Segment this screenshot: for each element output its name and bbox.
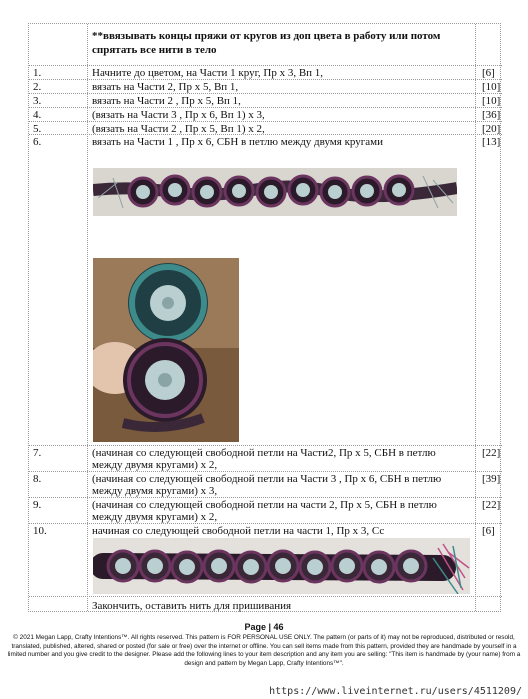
stitch-count: [10] — [482, 95, 501, 107]
stitch-count: [22] — [482, 499, 501, 511]
pattern-table — [28, 23, 501, 612]
row-instruction-line2: между двумя кругами) х 2, — [92, 511, 218, 523]
row-instruction: вязать на Части 2, Пр х 5, Вп 1, — [92, 81, 239, 93]
row-number: 2. — [33, 81, 42, 93]
table-row — [29, 24, 502, 65]
table-row — [29, 445, 502, 471]
row-instruction-line2: между двумя кругами) х 2, — [92, 459, 218, 471]
stitch-count: [13] — [482, 136, 501, 148]
stitch-count: [36] — [482, 109, 501, 121]
copyright-notice: © 2021 Megan Lapp, Crafty Intentions™. All rights reserved. This pattern is FOR PERSONAL USE ONLY. The pattern (or parts of it) may not be reproduced, distributed or resold, translated, published, altered, shared or posted (for sale or free) over the internet or offline. You can sell items made from this pattern, provided they are handmade by yourself in a limited number and you give credit to the designer. Please add the following lines to your item description and any item you are selling: "This item is handmade by (your name) from a design and pattern by Megan Lapp, Crafty Intentions™". — [7, 634, 521, 667]
row-number: 10. — [33, 525, 47, 537]
row-instruction: вязать на Части 1 , Пр х 6, СБН в петлю между двумя кругами — [92, 136, 384, 148]
stitch-count: [22] — [482, 447, 501, 459]
stitch-count: [6] — [482, 525, 495, 537]
finished-strip-photo — [93, 538, 470, 594]
row-number: 7. — [33, 447, 42, 459]
stitch-count: [39] — [482, 473, 501, 485]
table-row — [29, 79, 502, 93]
stitch-count: [6] — [482, 67, 495, 79]
row-instruction: (вязать на Части 3 , Пр х 6, Вп 1) х 3, — [92, 109, 265, 121]
row-number: 4. — [33, 109, 42, 121]
row-instruction-line1: (начиная со следующей свободной петли на Части 3 , Пр х 6, СБН в петлю — [92, 473, 442, 485]
stitch-count: [10] — [482, 81, 501, 93]
row-instruction: (вязать на Части 2 , Пр х 5, Вп 1) х 2, — [92, 123, 265, 135]
row-number: 5. — [33, 123, 42, 135]
row-number: 8. — [33, 473, 42, 485]
row-number: 1. — [33, 67, 42, 79]
table-row — [29, 93, 502, 107]
row-instruction: Начните до цветом, на Части 1 круг, Пр х 3, Вп 1, — [92, 67, 324, 79]
row-instruction-line1: (начиная со следующей свободной петли на Части2, Пр х 5, СБН в петлю — [92, 447, 436, 459]
table-row — [29, 134, 502, 445]
row-instruction: начиная со следующей свободной петли на части 1, Пр х 3, Сс — [92, 525, 385, 537]
page-footer — [0, 622, 528, 668]
table-row — [29, 596, 502, 613]
table-row — [29, 523, 502, 596]
row-instruction-line1: (начиная со следующей свободной петли на части 2, Пр х 5, СБН в петлю — [92, 499, 437, 511]
table-row — [29, 107, 502, 121]
row-instruction-line2: между двумя кругами) х 3, — [92, 485, 218, 497]
stitch-count: [20] — [482, 123, 501, 135]
finish-instruction: Закончить, оставить нить для пришивания — [92, 600, 292, 612]
table-row — [29, 121, 502, 134]
table-row — [29, 65, 502, 79]
crochet-strip-photo — [93, 168, 457, 216]
page-number: Page | 46 — [244, 622, 284, 632]
row-number: 9. — [33, 499, 42, 511]
header-note: **ввязывать концы пряжи от кругов из доп цвета в работу или потом спрятать все нити в тело — [92, 30, 441, 56]
source-url[interactable]: https://www.liveinternet.ru/users/4511209/ — [269, 686, 522, 697]
row-number: 6. — [33, 136, 42, 148]
table-row — [29, 471, 502, 497]
row-instruction: вязать на Части 2 , Пр х 5, Вп 1, — [92, 95, 241, 107]
table-row — [29, 497, 502, 523]
crochet-closeup-photo — [93, 258, 239, 442]
row-number: 3. — [33, 95, 42, 107]
